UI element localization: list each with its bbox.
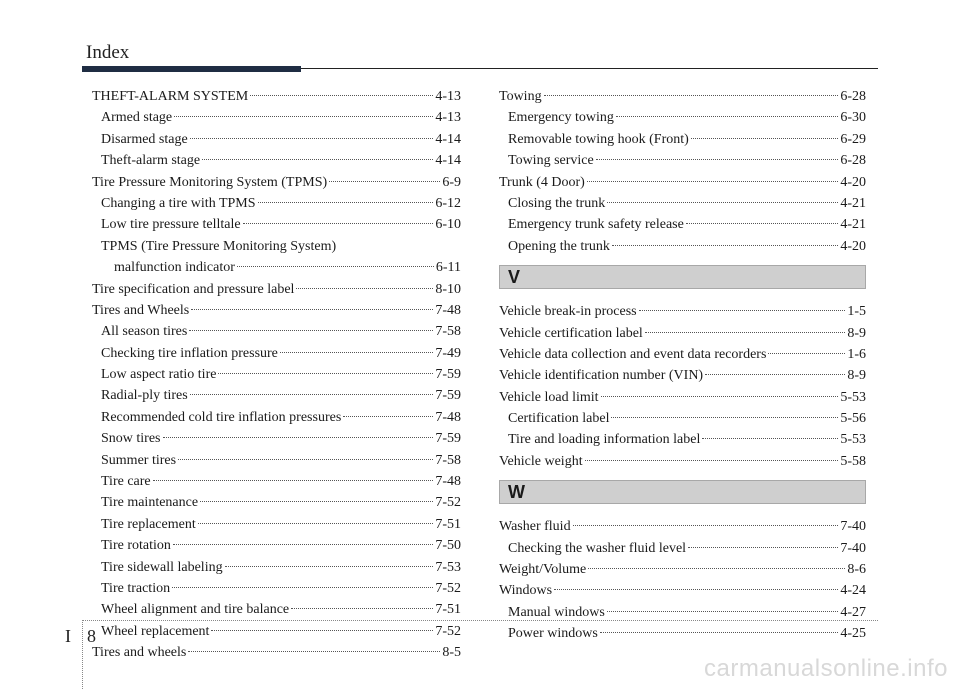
index-entry-label: All season tires	[101, 324, 188, 340]
index-entry-label: Armed stage	[101, 110, 173, 126]
index-page-ref: 7-59	[435, 431, 461, 447]
page-number: 8	[87, 626, 96, 646]
index-entry-label: Vehicle identification number (VIN)	[499, 368, 704, 384]
index-entry-label: Tire care	[101, 474, 151, 490]
dot-leader	[198, 523, 434, 524]
index-entry-label: Manual windows	[508, 604, 605, 620]
index-entry-label: malfunction indicator	[114, 260, 235, 276]
index-entry-label: Tire replacement	[101, 516, 196, 532]
index-entry-label: Vehicle weight	[499, 453, 583, 469]
index-page-ref: 4-21	[840, 217, 866, 233]
index-subentry	[92, 557, 461, 578]
index-entry-label: Summer tires	[101, 452, 177, 468]
index-entry-label: Snow tires	[101, 431, 161, 447]
index-page-ref: 6-12	[435, 195, 461, 211]
index-page-ref: 5-56	[840, 411, 866, 427]
dot-leader	[702, 438, 838, 439]
index-entry-label: Tires and Wheels	[92, 302, 190, 318]
dot-leader	[585, 460, 839, 461]
index-subentry	[92, 492, 461, 513]
index-subentry	[92, 364, 461, 385]
index-entry-label: Vehicle certification label	[499, 325, 643, 341]
index-entry-label: Tire Pressure Monitoring System (TPMS)	[92, 174, 328, 190]
index-page-ref: 4-14	[435, 153, 461, 169]
index-entry	[499, 451, 866, 472]
dot-leader	[607, 202, 838, 203]
dot-leader	[688, 547, 838, 548]
dot-leader	[190, 138, 434, 139]
index-page-ref: 5-53	[840, 389, 866, 405]
index-page-ref: 7-59	[435, 388, 461, 404]
index-subentry	[92, 214, 461, 235]
index-entry-label: Wheel alignment and tire balance	[101, 602, 290, 618]
dot-leader	[258, 202, 434, 203]
index-entry-label: Vehicle break-in process	[499, 304, 637, 320]
dot-leader	[686, 223, 839, 224]
index-entry	[92, 300, 461, 321]
index-page-ref: 5-53	[840, 432, 866, 448]
index-page-ref: 7-53	[435, 559, 461, 575]
dot-leader	[225, 566, 434, 567]
index-page-ref: 4-13	[435, 110, 461, 126]
index-entry-label: Tire specification and pressure label	[92, 281, 295, 297]
index-subentry	[92, 129, 461, 150]
index-page-ref: 8-6	[847, 562, 866, 578]
index-subentry	[499, 236, 866, 257]
dot-leader	[601, 396, 839, 397]
index-subentry	[499, 623, 866, 644]
dot-leader	[191, 309, 433, 310]
index-page-ref: 4-24	[840, 583, 866, 599]
index-subentry	[92, 321, 461, 342]
dot-leader	[178, 459, 433, 460]
index-page-ref: 7-50	[435, 538, 461, 554]
index-group-w	[499, 516, 866, 644]
index-entry-label: Washer fluid	[499, 519, 571, 535]
index-page-ref: 4-20	[840, 174, 866, 190]
index-entry	[92, 86, 461, 107]
footer-rule	[82, 620, 878, 621]
index-entry-label: Disarmed stage	[101, 131, 188, 147]
dot-leader	[588, 568, 845, 569]
index-subentry	[92, 578, 461, 599]
index-page-ref: 5-58	[840, 453, 866, 469]
index-entry-label: Tires and wheels	[92, 645, 187, 661]
dot-leader	[296, 288, 433, 289]
section-header-v	[499, 265, 866, 289]
index-subentry	[92, 599, 461, 620]
dot-leader	[189, 330, 433, 331]
section-letter: V	[508, 267, 521, 288]
index-page-ref: 4-21	[840, 195, 866, 211]
index-entry-label: Tire maintenance	[101, 495, 199, 511]
index-entry-label: Checking tire inflation pressure	[101, 345, 278, 361]
index-page-ref: 7-58	[435, 324, 461, 340]
index-entry-label: Emergency trunk safety release	[508, 217, 684, 233]
dot-leader	[612, 245, 838, 246]
dot-leader	[200, 501, 433, 502]
dot-leader	[173, 544, 433, 545]
index-group-t	[499, 86, 866, 257]
index-entry-label: Weight/Volume	[499, 562, 587, 578]
index-entry	[499, 323, 866, 344]
index-entry-label: Tire rotation	[101, 538, 171, 554]
index-entry-label: THEFT-ALARM SYSTEM	[92, 89, 249, 104]
index-entry-label: Theft-alarm stage	[101, 153, 201, 169]
index-subentry	[92, 407, 461, 428]
dot-leader	[291, 608, 433, 609]
dot-leader	[218, 373, 433, 374]
index-page-ref: 4-14	[435, 131, 461, 147]
dot-leader	[329, 181, 440, 182]
index-subentry	[499, 214, 866, 235]
dot-leader	[280, 352, 433, 353]
index-subentry	[92, 535, 461, 556]
index-entry	[499, 559, 866, 580]
dot-leader	[172, 587, 433, 588]
index-group-v	[499, 301, 866, 472]
footer-rule-vertical	[82, 620, 83, 689]
index-entry-label: Tire and loading information label	[508, 432, 701, 448]
index-entry-label: Towing	[499, 89, 542, 104]
index-entry	[499, 516, 866, 537]
index-entry-label: Checking the washer fluid level	[508, 540, 687, 556]
page-title: Index	[86, 42, 130, 63]
index-entry	[92, 279, 461, 300]
index-page-ref: 8-9	[847, 368, 866, 384]
index-subentry	[499, 129, 866, 150]
index-entry-label: Low aspect ratio tire	[101, 367, 217, 383]
index-entry-label: Low tire pressure telltale	[101, 217, 241, 233]
index-page-ref: 1-6	[847, 346, 866, 362]
index-subentry	[92, 621, 461, 642]
index-page-ref: 4-27	[840, 604, 866, 620]
index-page-ref: 8-9	[847, 325, 866, 341]
index-page-ref: 7-52	[435, 580, 461, 596]
dot-leader	[202, 159, 433, 160]
dot-leader	[600, 632, 838, 633]
index-entry	[499, 172, 866, 193]
index-page-ref: 7-49	[435, 345, 461, 361]
index-page-ref: 6-30	[840, 110, 866, 126]
index-subentry	[92, 385, 461, 406]
dot-leader	[243, 223, 434, 224]
index-entry	[92, 642, 461, 663]
dot-leader	[607, 611, 839, 612]
index-entry-label: Towing service	[508, 153, 594, 169]
index-page-ref: 6-9	[442, 174, 461, 190]
index-page-ref: 4-20	[840, 238, 866, 254]
dot-leader	[188, 651, 440, 652]
index-page-ref: 6-28	[840, 153, 866, 169]
index-entry	[499, 387, 866, 408]
dot-leader	[153, 480, 434, 481]
dot-leader	[573, 525, 839, 526]
index-entry-label: Tire sidewall labeling	[101, 559, 223, 575]
index-page-ref: 7-51	[435, 602, 461, 618]
index-entry-label: Opening the trunk	[508, 238, 610, 254]
dot-leader	[190, 394, 434, 395]
index-subentry	[499, 408, 866, 429]
index-column-right	[499, 86, 866, 645]
watermark: carmanualsonline.info	[704, 655, 948, 682]
page-prefix: I	[65, 626, 71, 646]
index-page-ref: 7-48	[435, 302, 461, 318]
index-subentry	[499, 429, 866, 450]
index-subentry	[92, 107, 461, 128]
index-page-ref: 6-29	[840, 131, 866, 147]
index-subentry	[92, 150, 461, 171]
index-subentry	[92, 193, 461, 214]
index-page-ref: 7-52	[435, 495, 461, 511]
index-page-ref: 7-58	[435, 452, 461, 468]
index-entry-label: Radial-ply tires	[101, 388, 188, 404]
dot-leader	[250, 95, 433, 96]
dot-leader	[639, 310, 846, 311]
index-entry-label: Changing a tire with TPMS	[101, 195, 256, 211]
dot-leader	[174, 116, 433, 117]
dot-leader	[343, 416, 433, 417]
index-entry	[92, 172, 461, 193]
dot-leader	[691, 138, 839, 139]
dot-leader	[596, 159, 839, 160]
index-subentry	[92, 450, 461, 471]
dot-leader	[237, 266, 434, 267]
index-entry-label: Removable towing hook (Front)	[508, 131, 689, 147]
index-entry	[499, 86, 866, 107]
dot-leader	[163, 437, 434, 438]
index-page-ref: 8-5	[442, 645, 461, 661]
index-page-ref: 6-11	[435, 260, 461, 276]
index-subentry	[499, 538, 866, 559]
index-page-ref: 6-28	[840, 89, 866, 104]
index-subentry	[499, 193, 866, 214]
index-page-ref: 6-10	[435, 217, 461, 233]
dot-leader	[611, 417, 838, 418]
index-entry-label: Wheel replacement	[101, 623, 210, 639]
index-page-ref: 7-48	[435, 474, 461, 490]
index-page-ref: 4-13	[435, 89, 461, 104]
index-entry	[499, 580, 866, 601]
section-header-w	[499, 480, 866, 504]
dot-leader	[705, 374, 845, 375]
index-page-ref: 7-40	[840, 519, 866, 535]
index-entry	[499, 365, 866, 386]
index-page-ref: 7-59	[435, 367, 461, 383]
index-entry-label: Certification label	[508, 411, 610, 427]
index-page-ref: 7-48	[435, 409, 461, 425]
index-subentry	[92, 428, 461, 449]
index-subentry	[499, 107, 866, 128]
index-page-ref: 7-51	[435, 516, 461, 532]
index-page-ref: 8-10	[435, 281, 461, 297]
index-column-left	[92, 86, 461, 664]
dot-leader	[587, 181, 839, 182]
index-subentry	[92, 514, 461, 535]
index-entry-label: Windows	[499, 583, 553, 599]
index-entry-label: Vehicle load limit	[499, 389, 599, 405]
header-rule-accent	[82, 66, 301, 72]
index-entry-label: Vehicle data collection and event data recorders	[499, 346, 767, 362]
index-page-ref: 1-5	[847, 304, 866, 320]
index-entry-label: Emergency towing	[508, 110, 614, 126]
dot-leader	[768, 353, 845, 354]
index-entry-label: Trunk (4 Door)	[499, 174, 585, 190]
index-subentry	[92, 343, 461, 364]
index-entry-label: Closing the trunk	[508, 195, 606, 211]
index-entry	[499, 301, 866, 322]
index-entry	[499, 344, 866, 365]
index-entry-label: Tire traction	[101, 580, 171, 596]
index-page-ref: 7-40	[840, 540, 866, 556]
dot-leader	[544, 95, 839, 96]
index-subentry	[499, 150, 866, 171]
section-letter: W	[508, 482, 525, 503]
dot-leader	[554, 589, 838, 590]
index-page-ref: 4-25	[840, 626, 866, 642]
dot-leader	[211, 630, 433, 631]
dot-leader	[616, 116, 838, 117]
index-entry-label: Power windows	[508, 626, 598, 642]
index-subentry	[92, 257, 461, 278]
index-subentry	[92, 471, 461, 492]
dot-leader	[645, 332, 846, 333]
index-entry-label: TPMS (Tire Pressure Monitoring System)	[101, 238, 337, 254]
index-page-ref: 7-52	[435, 623, 461, 639]
index-entry-label: Recommended cold tire inflation pressures	[101, 409, 342, 425]
